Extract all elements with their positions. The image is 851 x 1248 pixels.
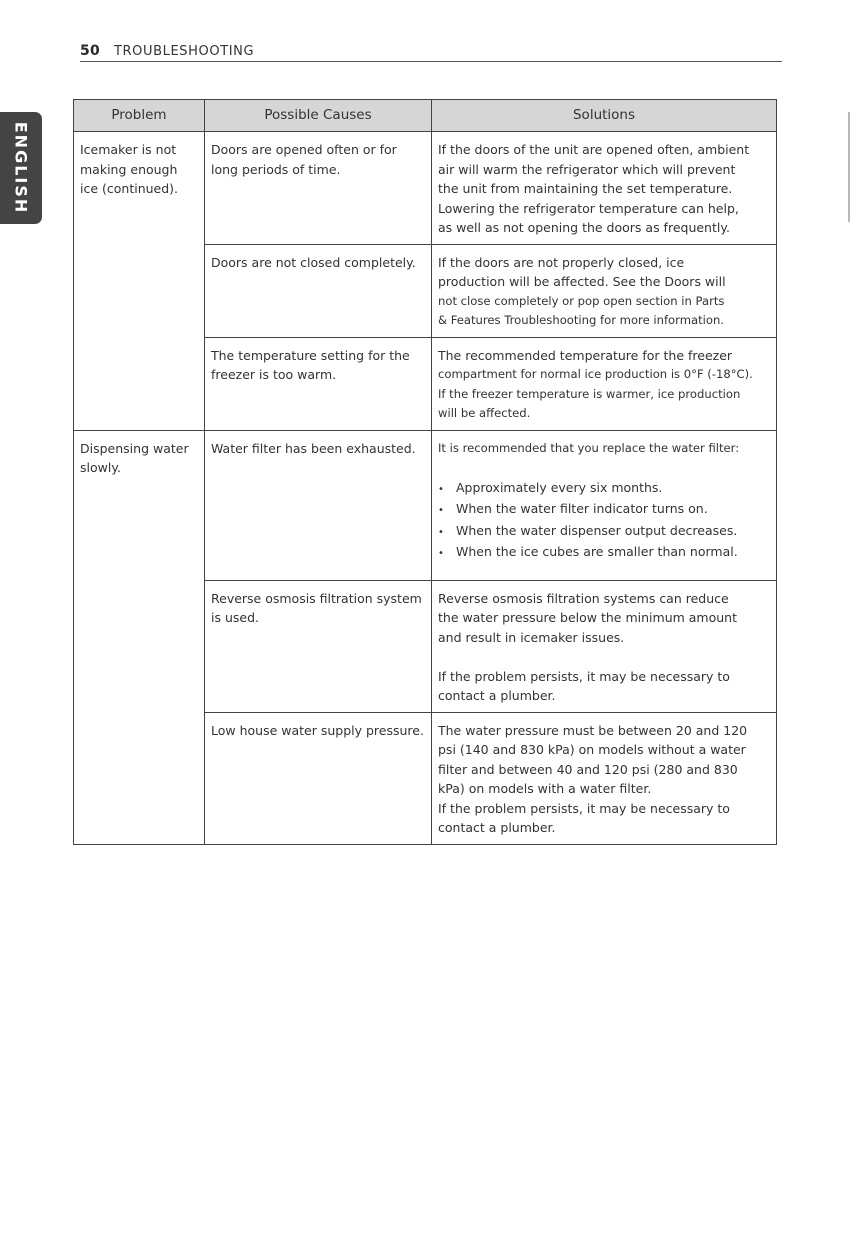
solution-line: not close completely or pop open section in Parts (438, 293, 725, 308)
bullet-icon: • (438, 526, 444, 538)
solution-bullet (438, 521, 770, 543)
problem-cell: Icemaker is not making enough ice (continued). (74, 132, 205, 431)
cause-cell: Water filter has been exhausted. (205, 430, 432, 580)
header-solutions: Solutions (432, 100, 777, 132)
solution-line: If the freezer temperature is warmer, ice production (438, 386, 741, 401)
troubleshooting-table (73, 99, 777, 845)
solution-line: If the problem persists, it may be necessary to (438, 800, 730, 816)
table-row (74, 430, 777, 580)
solution-cell (432, 712, 777, 844)
header-problem: Problem (74, 100, 205, 132)
bullet-text: When the water dispenser output decreases. (456, 522, 738, 538)
solution-cell (432, 132, 777, 245)
solution-line: as well as not opening the doors as frequently. (438, 220, 730, 235)
solution-line: production will be affected. See the Doors will (438, 274, 726, 289)
solution-line: air will warm the refrigerator which will prevent (438, 161, 736, 177)
solution-bullet (438, 478, 770, 500)
solution-bullet (438, 499, 770, 521)
solution-spacer (438, 647, 770, 667)
solution-spacer (438, 458, 770, 478)
cause-cell: Doors are opened often or for long periods of time. (205, 132, 432, 245)
bullet-text: Approximately every six months. (456, 479, 663, 495)
language-tab (0, 112, 42, 224)
bullet-icon: • (438, 505, 444, 516)
solution-line: will be affected. (438, 406, 531, 420)
solution-line: If the problem persists, it may be necessary to (438, 668, 730, 684)
table-row (74, 132, 777, 245)
solution-line: & Features Troubleshooting for more information. (438, 313, 724, 327)
solution-cell (432, 430, 777, 580)
bullet-text: When the water filter indicator turns on. (456, 501, 708, 516)
solution-line: Lowering the refrigerator temperature can help, (438, 200, 739, 216)
solution-cell (432, 337, 777, 430)
bullet-text: When the ice cubes are smaller than normal. (456, 544, 738, 559)
solution-line: compartment for normal ice production is 0°F (-18°C). (438, 367, 753, 381)
page-number: 50 (80, 43, 101, 59)
solution-line: the water pressure below the minimum amount (438, 610, 737, 625)
language-tab-label: ENGLISH (11, 121, 31, 215)
cause-cell: Doors are not closed completely. (205, 244, 432, 337)
header-possible-causes: Possible Causes (205, 100, 432, 132)
solution-line: The water pressure must be between 20 and 120 (438, 722, 748, 738)
solution-line: Reverse osmosis filtration systems can reduce (438, 590, 729, 606)
edge-line (848, 112, 850, 222)
solution-bullet (438, 542, 770, 564)
solution-cell (432, 244, 777, 337)
section-title: TROUBLESHOOTING (114, 44, 255, 59)
solution-line: the unit from maintaining the set temperature. (438, 181, 733, 196)
solution-line: contact a plumber. (438, 820, 556, 835)
bullet-icon: • (438, 483, 444, 495)
solution-line: The recommended temperature for the freezer (438, 347, 733, 363)
page-header (80, 42, 782, 62)
solution-line: contact a plumber. (438, 688, 556, 703)
cause-cell: Reverse osmosis filtration system is used. (205, 580, 432, 712)
problem-cell: Dispensing water slowly. (74, 430, 205, 844)
solution-line: If the doors of the unit are opened often, ambient (438, 142, 750, 157)
solution-line: filter and between 40 and 120 psi (280 and 830 (438, 761, 738, 777)
solution-line: psi (140 and 830 kPa) on models without a water (438, 742, 746, 757)
solution-cell (432, 580, 777, 712)
solution-line: kPa) on models with a water filter. (438, 781, 652, 796)
cause-cell: Low house water supply pressure. (205, 712, 432, 844)
solution-line: and result in icemaker issues. (438, 629, 625, 645)
table-header-row (74, 100, 777, 132)
solution-line: It is recommended that you replace the water filter: (438, 440, 740, 455)
solution-line: If the doors are not properly closed, ice (438, 254, 685, 270)
cause-cell: The temperature setting for the freezer is too warm. (205, 337, 432, 430)
bullet-icon: • (438, 548, 444, 559)
